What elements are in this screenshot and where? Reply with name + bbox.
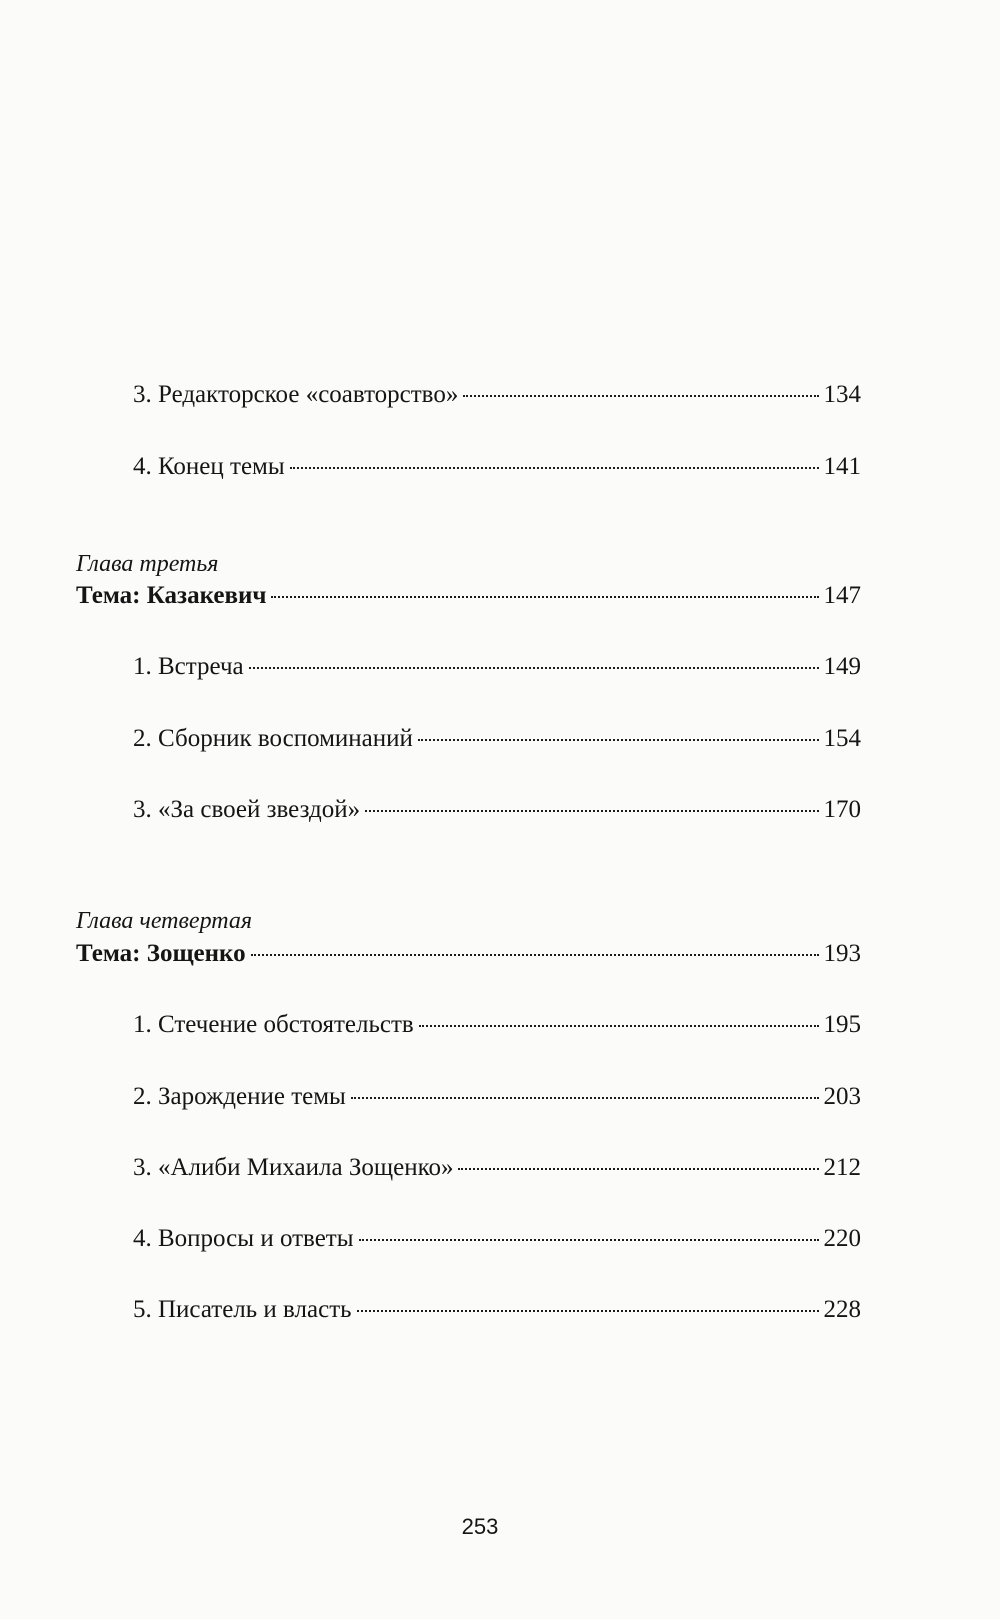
toc-leader-dots [359, 1239, 819, 1241]
toc-entry [133, 724, 861, 754]
toc-entry [133, 1224, 861, 1254]
toc-entry-title: 4. Конец темы [133, 453, 285, 480]
toc-entry [133, 652, 861, 682]
toc-leader-dots [419, 1025, 819, 1027]
toc-heading-page: 193 [823, 940, 861, 967]
toc-entry-page: 228 [823, 1296, 861, 1323]
toc-entry-page: 170 [823, 796, 861, 823]
toc-entry-title: 3. «Алиби Михаила Зощенко» [133, 1154, 454, 1181]
toc-entry-page: 195 [823, 1011, 861, 1038]
toc-entry-title: 5. Писатель и власть [133, 1296, 352, 1323]
toc-entry-title: 3. Редакторское «соавторство» [133, 381, 459, 408]
page-number: 253 [461, 1514, 499, 1539]
toc-entry-page: 141 [823, 453, 861, 480]
chapter-label: Глава четвертая [76, 908, 253, 934]
toc-heading-title: Тема: Казакевич [76, 582, 267, 609]
toc-entry [133, 795, 861, 825]
toc-leader-dots [463, 395, 818, 397]
toc-heading-title: Тема: Зощенко [76, 940, 246, 967]
toc-entry-title: 1. Стечение обстоятельств [133, 1011, 414, 1038]
toc-entry [133, 452, 861, 482]
toc-entry-title: 3. «За своей звездой» [133, 796, 361, 823]
toc-entry-title: 1. Встреча [133, 653, 244, 680]
toc-chapter-heading [76, 581, 861, 611]
toc-entry [133, 1082, 861, 1112]
toc-entry [133, 1153, 861, 1183]
toc-entry-page: 149 [823, 653, 861, 680]
toc-leader-dots [290, 467, 819, 469]
toc-leader-dots [418, 739, 819, 741]
toc-entry-page: 220 [823, 1225, 861, 1252]
toc-entry-title: 4. Вопросы и ответы [133, 1225, 354, 1252]
toc-entry [133, 380, 861, 410]
toc-entry-page: 154 [823, 725, 861, 752]
toc-leader-dots [458, 1168, 818, 1170]
toc-entry [133, 1010, 861, 1040]
toc-entry-page: 134 [823, 381, 861, 408]
toc-leader-dots [251, 954, 819, 956]
toc-heading-page: 147 [823, 582, 861, 609]
toc-leader-dots [249, 667, 819, 669]
toc-chapter-heading [76, 939, 861, 969]
toc-leader-dots [357, 1310, 819, 1312]
toc-leader-dots [365, 810, 818, 812]
toc-entry-title: 2. Сборник воспоминаний [133, 725, 413, 752]
toc-entry-page: 203 [823, 1083, 861, 1110]
chapter-label: Глава третья [76, 551, 219, 577]
toc-leader-dots [271, 596, 818, 598]
toc-entry-title: 2. Зарождение темы [133, 1083, 346, 1110]
toc-entry [133, 1295, 861, 1325]
toc-leader-dots [351, 1097, 819, 1099]
toc-entry-page: 212 [823, 1154, 861, 1181]
